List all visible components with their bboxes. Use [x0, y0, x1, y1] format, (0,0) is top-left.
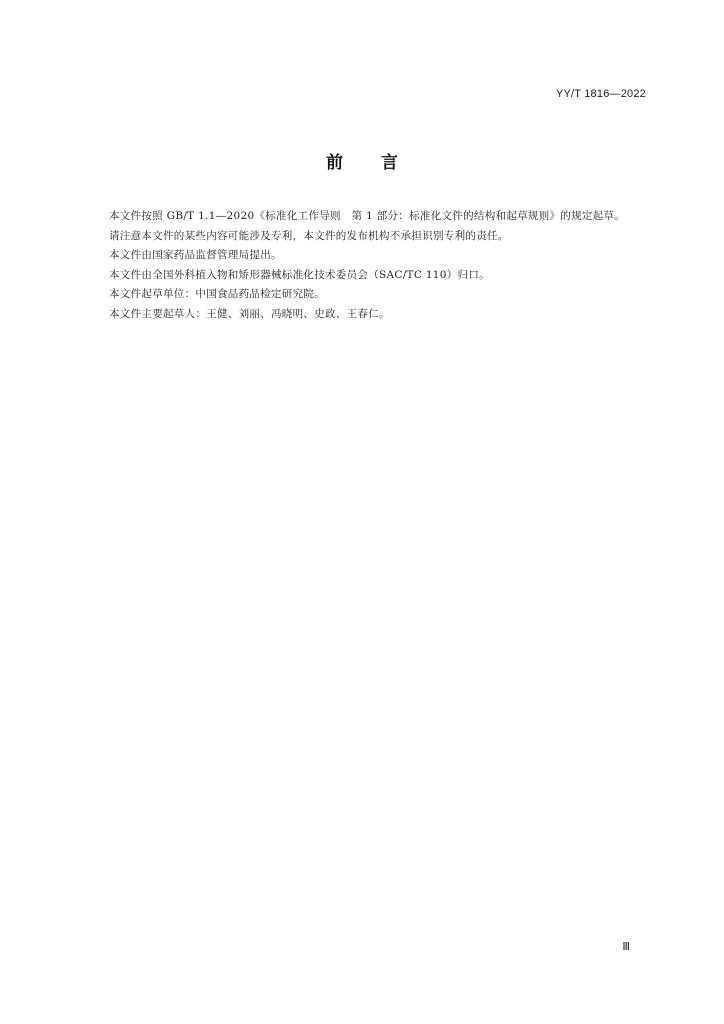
paragraph-drafting-rules: 本文件按照 GB/T 1.1—2020《标准化工作导则 第 1 部分：标准化文件的结构和起草规则》的规定起草。 — [109, 210, 626, 222]
foreword-body — [88, 207, 648, 324]
page-number: Ⅲ — [622, 941, 630, 953]
paragraph-patent-notice: 请注意本文件的某些内容可能涉及专利，本文件的发布机构不承担识别专利的责任。 — [109, 229, 509, 242]
standard-code: YY/T 1816—2022 — [555, 88, 646, 100]
page-title: 前言 — [326, 153, 436, 173]
paragraph-committee: 本文件由全国外科植入物和矫形器械标准化技术委员会（SAC/TC 110）归口。 — [109, 268, 490, 281]
paragraph-drafting-unit: 本文件起草单位：中国食品药品检定研究院。 — [109, 288, 325, 300]
paragraph-drafters: 本文件主要起草人：王健、刘丽、冯晓明、史政、王春仁。 — [109, 307, 390, 320]
paragraph-proposer: 本文件由国家药品监督管理局提出。 — [109, 249, 282, 261]
